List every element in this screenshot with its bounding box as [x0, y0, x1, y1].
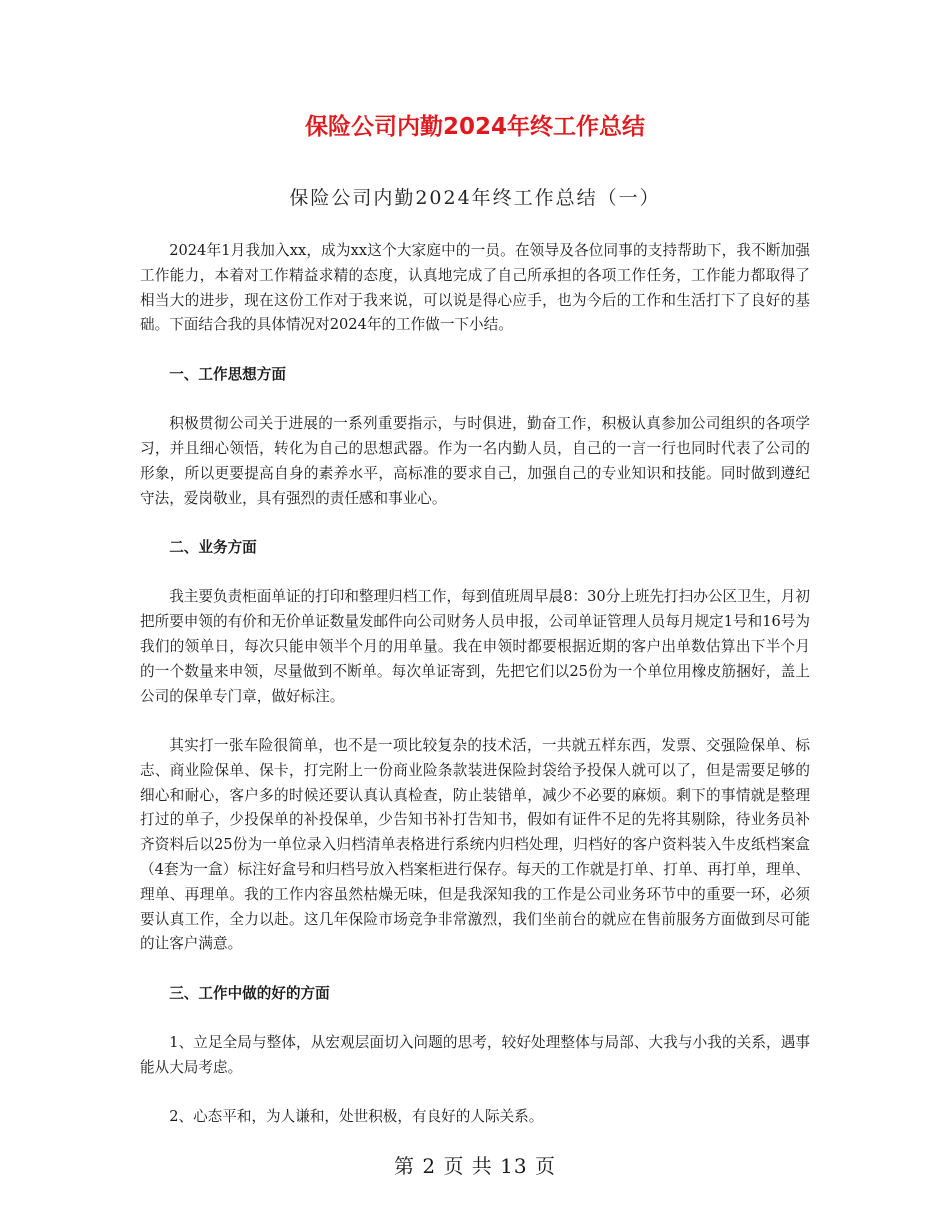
section-heading: 二、业务方面 — [169, 538, 257, 556]
page-number: 第 2 页 共 13 页 — [394, 1154, 556, 1178]
document-subtitle: 保险公司内勤2024年终工作总结（一） — [289, 187, 661, 209]
section-heading: 一、工作思想方面 — [169, 365, 286, 383]
section-heading: 三、工作中做的好的方面 — [169, 984, 330, 1002]
document-title: 保险公司内勤2024年终工作总结 — [304, 114, 645, 140]
body-paragraph: 积极贯彻公司关于进展的一系列重要指示，与时俱进，勤奋工作，积极认真参加公司组织的各项学习，并且细心领悟，转化为自己的思想武器。作为一名内勤人员，自己的一言一行也同时代表了公司的形象，所以更要提高自身的素养水平，高标准的要求自己，加强自己的专业知识和技能。同时做到遵纪守法，爱岗敬业，具有强烈的责任感和事业心。 — [140, 415, 810, 507]
body-paragraph: 2、心态平和，为人谦和，处世积极，有良好的人际关系。 — [169, 1108, 544, 1126]
body-paragraph: 我主要负责柜面单证的打印和整理归档工作，每到值班周早晨8：30分上班先打扫办公区卫生，月初把所要申领的有价和无价单证数量发邮件向公司财务人员申报，公司单证管理人员每月规定1号和16号为我们的领单日，每次只能申领半个月的用单量。我在申领时都要根据近期的客户出单数估算出下半个月的一个数量来申领，尽量做到不断单。每次单证寄到，先把它们以25份为一个单位用橡皮筋捆好，盖上公司的保单专门章，做好标注。 — [140, 588, 810, 705]
body-paragraph: 其实打一张车险很简单，也不是一项比较复杂的技术活，一共就五样东西，发票、交强险保单、标志、商业险保单、保卡，打完附上一份商业险条款装进保险封袋给予投保人就可以了，但是需要足够的细心和耐心，客户多的时候还要认真认真检查，防止装错单，减少不必要的麻烦。剩下的事情就是整理打过的单子，少投保单的补投保单，少告知书补打告知书，假如有证件不足的先将其剔除，待业务员补齐资料后以25份为一单位录入归档清单表格进行系统内归档处理，归档好的客户资料装入牛皮纸档案盒（4套为一盒）标注好盒号和归档号放入档案柜进行保存。每天的工作就是打单、打单、再打单，理单、理单、再理单。我的工作内容虽然枯燥无味，但是我深知我的工作是公司业务环节中的重要一环，必须要认真工作，全力以赴。这几年保险市场竞争非常激烈，我们坐前台的就应在售前服务方面做到尽可能的让客户满意。 — [140, 736, 810, 953]
document-body — [140, 239, 810, 1155]
intro-paragraph: 2024年1月我加入xx，成为xx这个大家庭中的一员。在领导及各位同事的支持帮助下，我不断加强工作能力，本着对工作精益求精的态度，认真地完成了自己所承担的各项工作任务，工作能力都取得了相当大的进步，现在这份工作对于我来说，可以说是得心应手，也为今后的工作和生活打下了良好的基础。下面结合我的具体情况对2024年的工作做一下小结。 — [140, 242, 810, 334]
body-paragraph: 1、立足全局与整体，从宏观层面切入问题的思考，较好处理整体与局部、大我与小我的关系，遇事能从大局考虑。 — [140, 1034, 810, 1076]
